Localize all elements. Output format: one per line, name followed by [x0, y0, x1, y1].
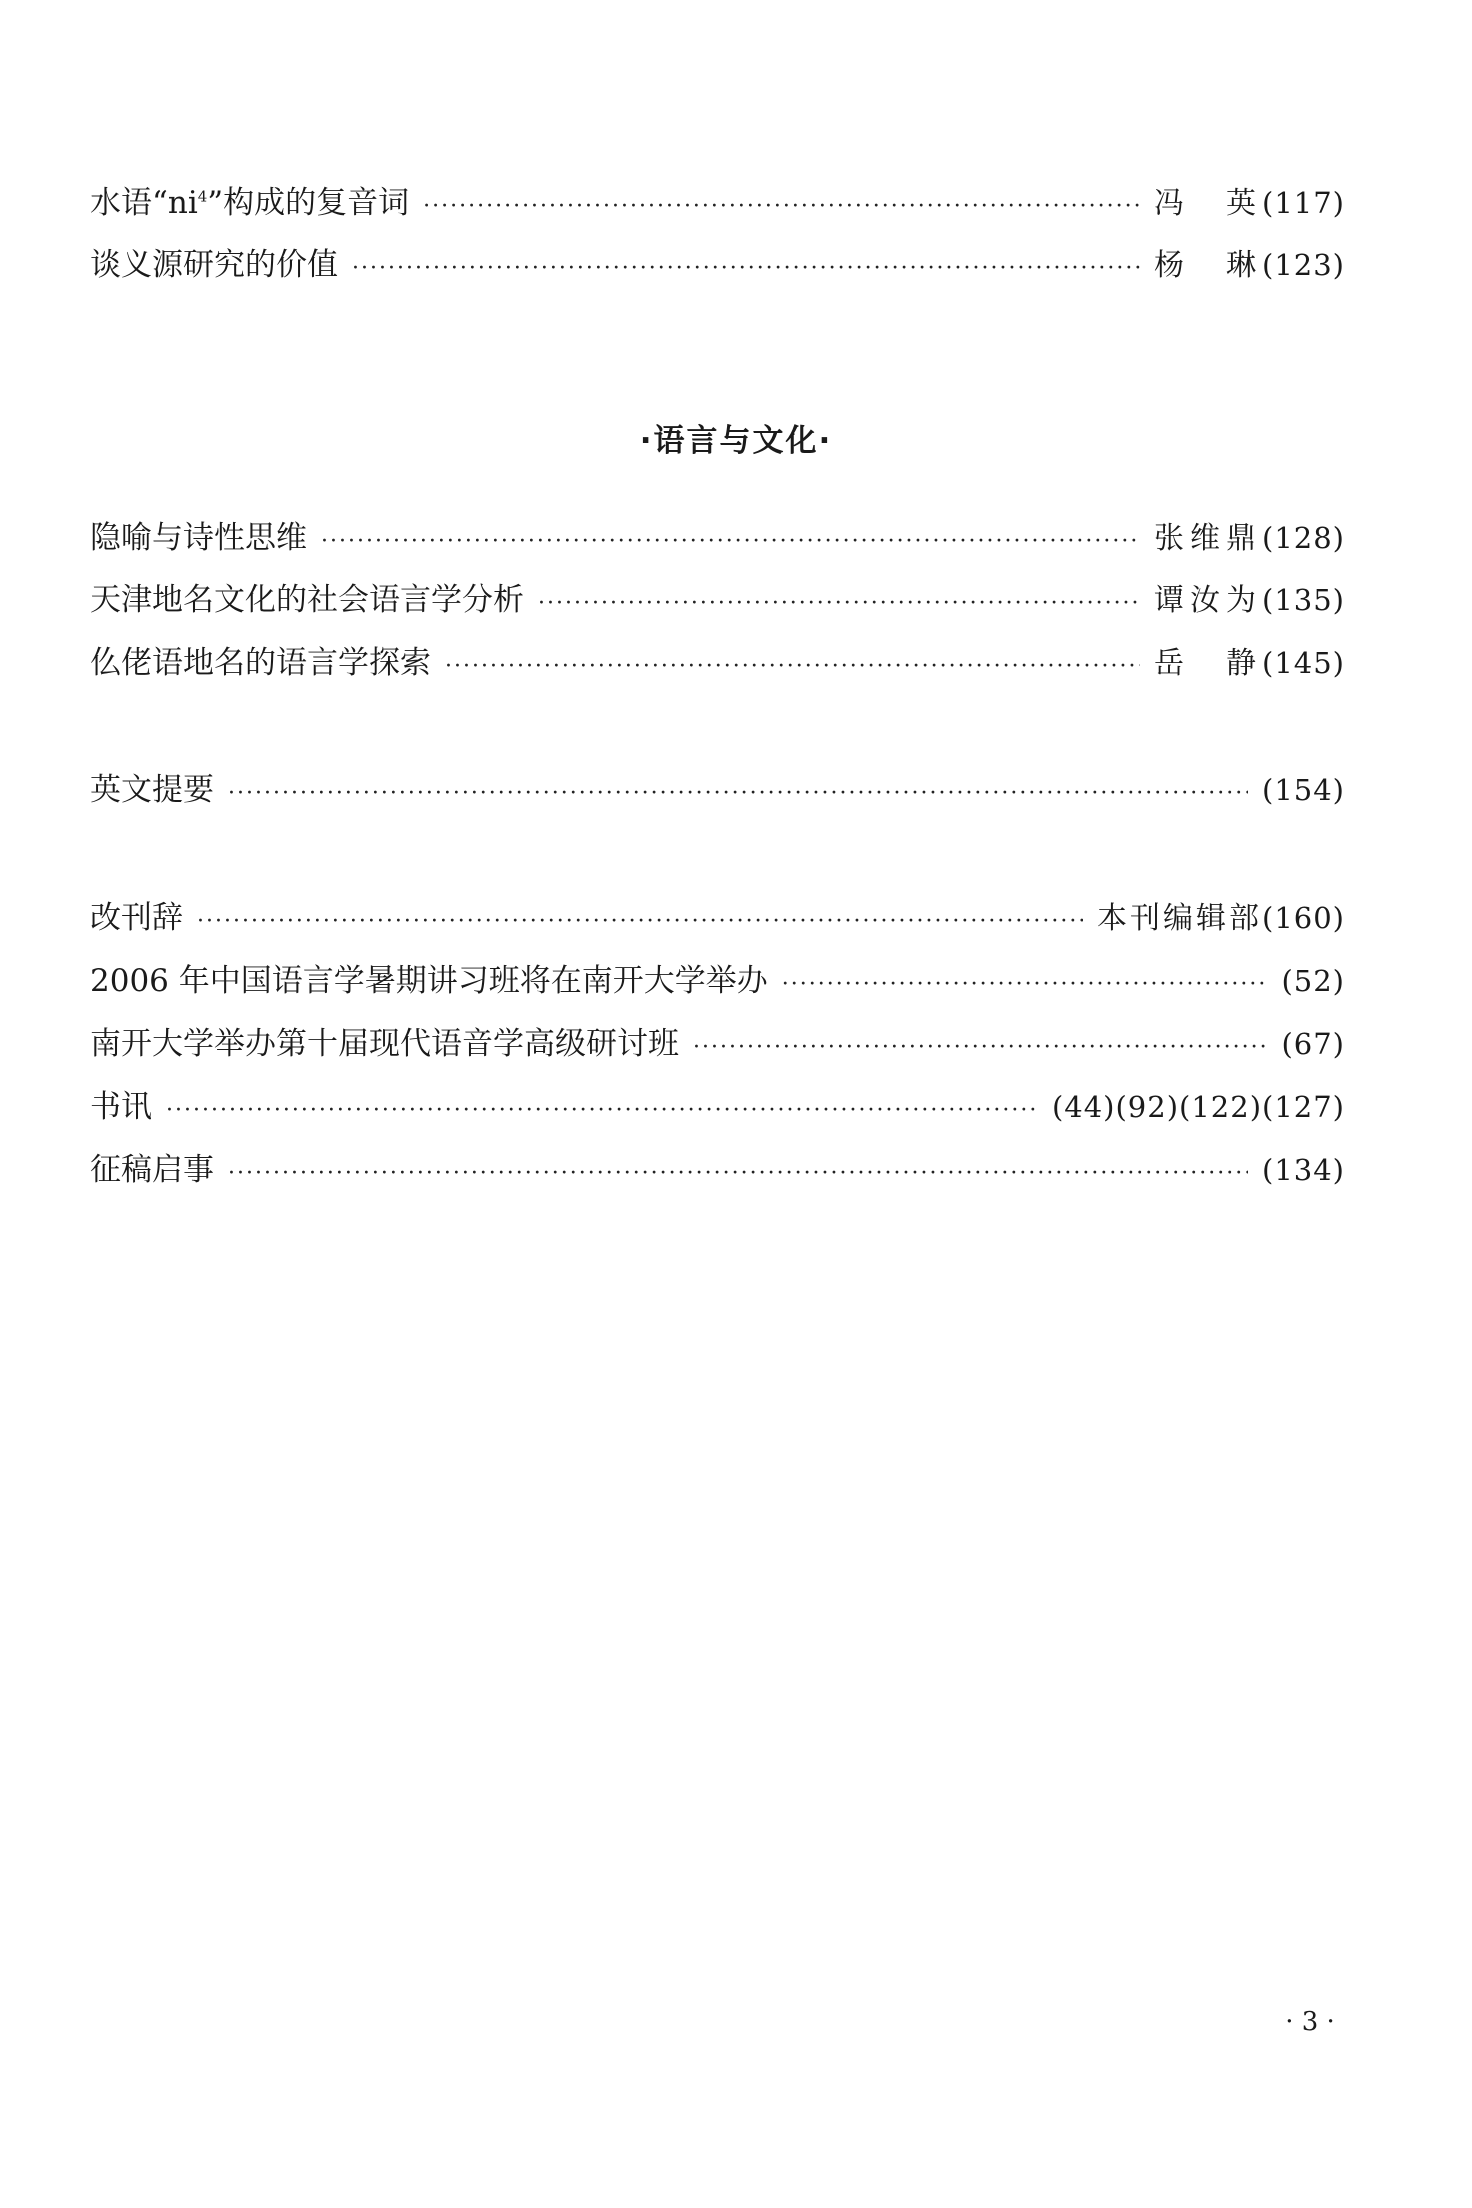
- leader-dots: [228, 1149, 1248, 1199]
- toc-entry-author: 谭汝为: [1154, 583, 1263, 618]
- toc-entry-title: 谈义源研究的价值: [90, 247, 338, 283]
- toc-entry-title: 天津地名文化的社会语言学分析: [90, 582, 524, 618]
- toc-entry[interactable]: [90, 638, 1345, 688]
- toc-entry[interactable]: [90, 1082, 1345, 1132]
- toc-entry-author: 岳 静: [1154, 646, 1263, 681]
- toc-entry-page: (154): [1262, 773, 1345, 807]
- toc-entry-title: 隐喻与诗性思维: [90, 520, 307, 556]
- toc-entry[interactable]: [90, 956, 1345, 1006]
- leader-dots: [782, 960, 1268, 1010]
- toc-entry-page: (160): [1262, 901, 1345, 935]
- leader-dots: [352, 244, 1140, 294]
- toc-entry-page: (67): [1281, 1027, 1345, 1061]
- toc-entry[interactable]: [90, 513, 1345, 563]
- toc-entry[interactable]: [90, 240, 1345, 290]
- toc-entry[interactable]: [90, 1019, 1345, 1069]
- toc-entry-page: (44)(92)(122)(127): [1051, 1090, 1345, 1124]
- toc-entry-title: 2006 年中国语言学暑期讲习班将在南开大学举办: [90, 963, 768, 999]
- leader-dots: [445, 642, 1140, 692]
- toc-entry-title: 水语“$ni^4$”构成的复音词: [90, 185, 410, 221]
- toc-entry-title: 南开大学举办第十届现代语音学高级研讨班: [90, 1026, 679, 1062]
- toc-entry-author: 冯 英: [1154, 186, 1263, 221]
- toc-entry-page: (123): [1262, 248, 1345, 282]
- toc-entry-page: (145): [1262, 646, 1345, 680]
- toc-entry[interactable]: [90, 1145, 1345, 1195]
- toc-entry-title: 书讯: [90, 1089, 152, 1125]
- toc-entry-author: 杨 琳: [1154, 248, 1263, 283]
- leader-dots: [693, 1023, 1267, 1073]
- leader-dots: [197, 897, 1083, 947]
- toc-entry-page: (134): [1262, 1153, 1345, 1187]
- toc-entry-page: (52): [1281, 964, 1345, 998]
- leader-dots: [166, 1086, 1038, 1136]
- toc-entry-page: (117): [1262, 186, 1345, 220]
- leader-dots: [423, 182, 1140, 232]
- toc-entry-author: 本刊编辑部: [1097, 901, 1263, 936]
- leader-dots: [538, 579, 1140, 629]
- toc-entry-page: (135): [1262, 583, 1345, 617]
- toc-entry-page: (128): [1262, 521, 1345, 555]
- toc-entry[interactable]: [90, 893, 1345, 943]
- toc-entry-title: 英文提要: [90, 772, 214, 808]
- toc-entry[interactable]: [90, 178, 1345, 228]
- toc-entry[interactable]: [90, 765, 1345, 815]
- page-number: · 3 ·: [1285, 2007, 1335, 2037]
- leader-dots: [228, 769, 1248, 819]
- toc-entry-title: 征稿启事: [90, 1152, 214, 1188]
- section-heading: ·语言与文化·: [639, 423, 833, 459]
- leader-dots: [321, 517, 1140, 567]
- toc-entry[interactable]: [90, 575, 1345, 625]
- toc-entry-author: 张维鼎: [1154, 521, 1263, 556]
- toc-entry-title: 改刊辞: [90, 900, 183, 936]
- toc-entry-title: 仫佬语地名的语言学探索: [90, 645, 431, 681]
